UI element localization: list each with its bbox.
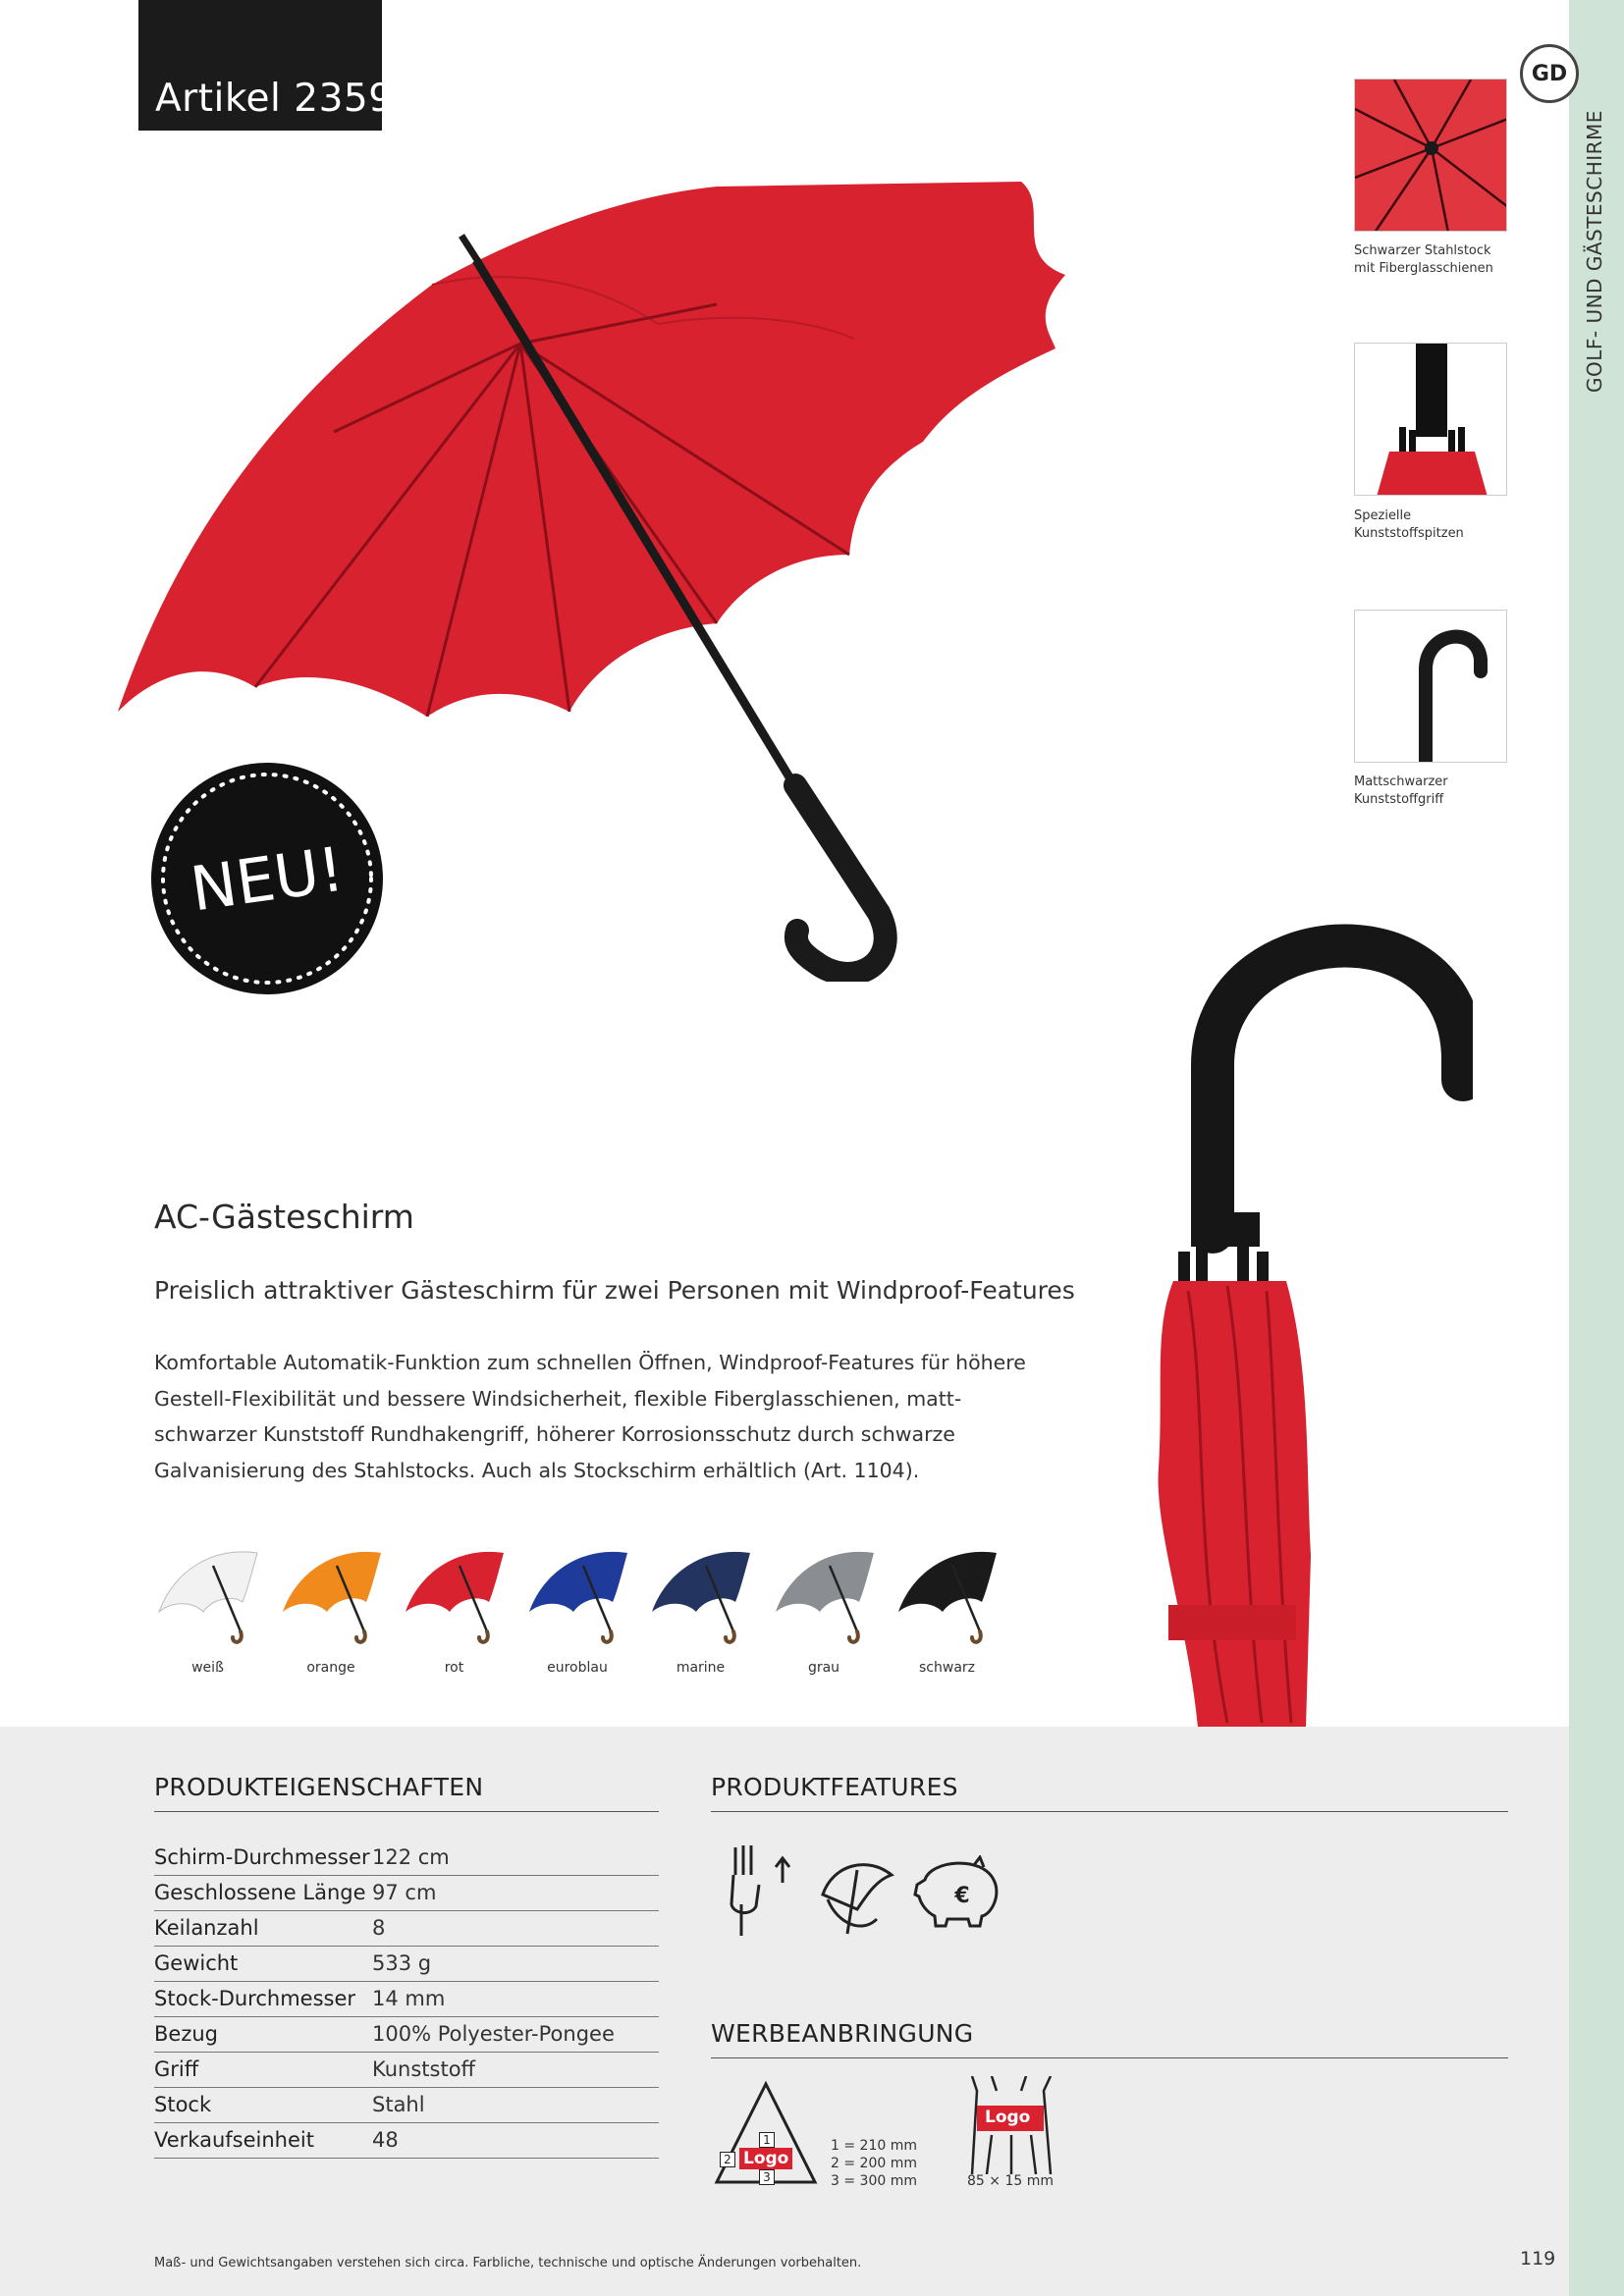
color-label-schwarz: schwarz (919, 1660, 975, 1676)
frame-caption (1354, 242, 1550, 278)
color-label-marine: marine (676, 1660, 726, 1676)
tips-detail-image (1354, 343, 1507, 496)
marker-2: 2 (720, 2152, 735, 2167)
color-swatch-orange[interactable] (278, 1541, 386, 1649)
new-badge (149, 761, 385, 996)
color-swatch-grau[interactable] (771, 1541, 879, 1649)
logo-band-text: Logo (985, 2108, 1031, 2127)
handle-detail-image (1354, 610, 1507, 763)
category-label: GOLF- UND GÄSTESCHIRME (1583, 110, 1606, 393)
spec-key: Bezug (154, 2022, 218, 2046)
spec-value: 8 (372, 1916, 386, 1940)
spec-key: Griff (154, 2057, 199, 2081)
segment-size-1: 1 = 210 mm (831, 2138, 917, 2154)
spec-row (154, 1946, 659, 1982)
spec-row (154, 2052, 659, 2088)
spec-key: Gewicht (154, 1951, 239, 1975)
spec-row (154, 1981, 659, 2017)
color-swatch-rot[interactable] (401, 1541, 509, 1649)
spec-row (154, 2016, 659, 2053)
features-title: PRODUKTFEATURES (711, 1773, 958, 1801)
windproof-icon (818, 1850, 896, 1939)
spec-key: Stock-Durchmesser (154, 1987, 356, 2010)
branding-title: WERBEANBRINGUNG (711, 2019, 974, 2048)
spec-key: Geschlossene Länge (154, 1881, 366, 1904)
branding-divider (711, 2057, 1508, 2058)
brand-logo: GD (1520, 44, 1579, 103)
handle-caption (1354, 774, 1550, 809)
page-number: 119 (1520, 2248, 1556, 2269)
spec-value: 14 mm (372, 1987, 446, 2010)
handle-caption-line2: Kunststoffgriff (1354, 792, 1444, 807)
properties-divider (154, 1811, 659, 1812)
color-swatch-euroblau[interactable] (524, 1541, 632, 1649)
handle-caption-line1: Mattschwarzer (1354, 774, 1448, 789)
umbrella-tips-icon (1355, 344, 1507, 496)
marker-1: 1 (759, 2132, 775, 2148)
color-label-grau: grau (807, 1660, 840, 1676)
spec-value: 48 (372, 2128, 399, 2152)
product-name: AC-Gästeschirm (154, 1198, 414, 1236)
spec-row (154, 2087, 659, 2123)
spec-value: Kunststoff (372, 2057, 476, 2081)
tips-caption-line2: Kunststoffspitzen (1354, 526, 1464, 541)
segment-size-2: 2 = 200 mm (831, 2156, 917, 2171)
marker-3: 3 (759, 2169, 775, 2185)
spec-row (154, 1910, 659, 1947)
band-size: 85 × 15 mm (967, 2173, 1054, 2189)
spec-key: Keilanzahl (154, 1916, 259, 1940)
color-label-orange: orange (306, 1660, 355, 1676)
spec-row (154, 1875, 659, 1911)
tips-caption-line1: Spezielle (1354, 508, 1412, 523)
spec-key: Stock (154, 2093, 212, 2116)
color-label-rot: rot (444, 1660, 464, 1676)
properties-title: PRODUKTEIGENSCHAFTEN (154, 1773, 484, 1801)
spec-key: Verkaufseinheit (154, 2128, 314, 2152)
article-number: Artikel 2359 (155, 77, 394, 121)
spec-row (154, 1840, 659, 1876)
color-swatch-marine[interactable] (647, 1541, 755, 1649)
product-description: Komfortable Automatik-Funktion zum schnellen Öffnen, Windproof-Features für höhere Gestell-Flexibilität und bessere Windsicherheit, flexible Fiberglasschienen, matt-schwarzer Kunststoff Rundhakengriff, höherer Korrosionsschutz durch schwarze Galvanisierung des Stahlstocks. Auch als Stockschirm erhältlich (Art. 1104). (154, 1351, 1026, 1482)
frame-caption-line2: mit Fiberglasschienen (1354, 261, 1493, 276)
spec-value: 533 g (372, 1951, 432, 1975)
color-label-weiß: weiß (191, 1660, 224, 1676)
closed-umbrella-image (1149, 918, 1473, 1728)
spec-value: Stahl (372, 2093, 425, 2116)
color-label-euroblau: euroblau (547, 1660, 608, 1676)
spec-value: 100% Polyester-Pongee (372, 2022, 615, 2046)
color-swatch-weiß[interactable] (154, 1541, 262, 1649)
svg-text:€: € (954, 1884, 970, 1908)
tips-caption (1354, 507, 1550, 543)
frame-detail-image (1354, 79, 1507, 232)
piggy-bank-euro-icon (913, 1855, 1001, 1929)
spec-key: Schirm-Durchmesser (154, 1845, 370, 1869)
segment-size-3: 3 = 300 mm (831, 2173, 917, 2189)
logo-triangle-text: Logo (743, 2149, 789, 2168)
color-swatch-schwarz[interactable] (893, 1541, 1001, 1649)
frame-caption-line1: Schwarzer Stahlstock (1354, 243, 1491, 258)
umbrella-frame-icon (1355, 80, 1507, 232)
product-subtitle: Preislich attraktiver Gästeschirm für zwei Personen mit Windproof-Features (154, 1276, 1075, 1305)
new-badge-text: NEU! (186, 832, 349, 926)
automatic-open-icon (722, 1845, 795, 1939)
spec-value: 97 cm (372, 1881, 437, 1904)
features-divider (711, 1811, 1508, 1812)
footer-note: Maß- und Gewichtsangaben verstehen sich circa. Farbliche, technische und optische Änderungen vorbehalten. (154, 2256, 862, 2270)
hook-handle-icon (1355, 611, 1507, 763)
spec-row (154, 2122, 659, 2159)
spec-value: 122 cm (372, 1845, 450, 1869)
